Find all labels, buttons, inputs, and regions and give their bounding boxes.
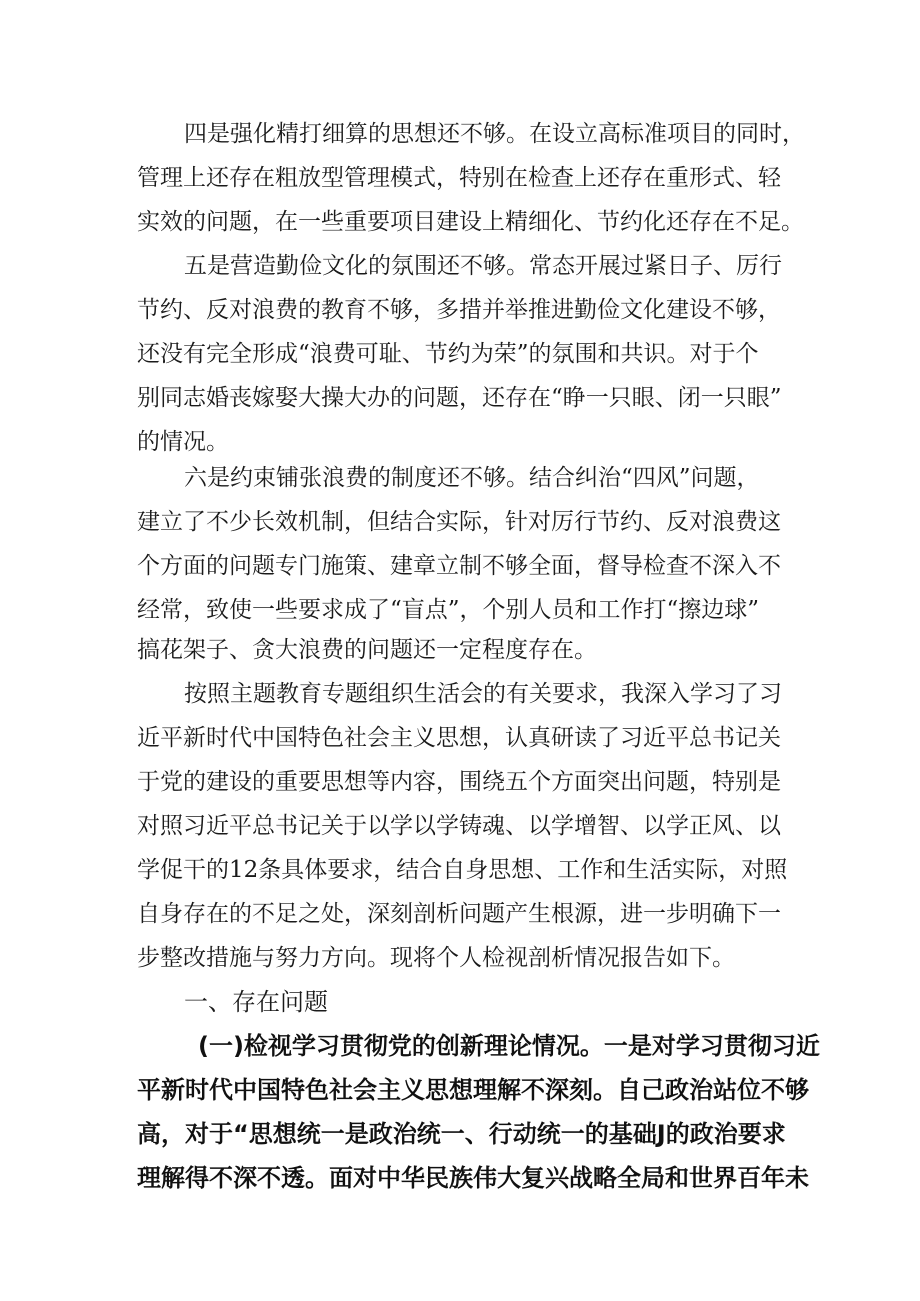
paragraph-line: 步整改措施与努力方向。现将个人检视剖析情况报告如下。 — [137, 945, 735, 971]
paragraph-line: 节约、反对浪费的教育不够，多措并举推进勤俭文化建设不够， — [137, 297, 781, 323]
paragraph-line: 于党的建设的重要思想等内容，围绕五个方面突出问题，特别是 — [137, 769, 781, 795]
section-heading: 一、存在问题 — [184, 988, 328, 1016]
subsection-line: (一)检视学习贯彻党的创新理论情况。一是对学习贯彻习近 — [198, 1032, 820, 1060]
paragraph-line: 按照主题教育专题组织生活会的有关要求，我深入学习了习 — [184, 681, 782, 707]
paragraph-line: 管理上还存在粗放型管理模式，特别在检查上还存在重形式、轻 — [137, 165, 781, 191]
paragraph-line: 六是约束铺张浪费的制度还不够。结合纠治“四风”问题， — [184, 465, 760, 491]
paragraph-line: 对照习近平总书记关于以学以学铸魂、以学增智、以学正风、以 — [137, 813, 781, 839]
paragraph-line: 还没有完全形成“浪费可耻、节约为荣”的氛围和共识。对于个 — [137, 341, 759, 367]
paragraph-line: 实效的问题，在一些重要项目建设上精细化、节约化还存在不足。 — [137, 209, 804, 235]
paragraph-line: 自身存在的不足之处，深刻剖析问题产生根源，进一步明确下一 — [137, 901, 781, 927]
paragraph-line: 建立了不少长效机制，但结合实际，针对厉行节约、反对浪费这 — [137, 509, 781, 535]
paragraph-line: 四是强化精打细算的思想还不够。在设立高标准项目的同时， — [184, 121, 805, 147]
paragraph-line: 学促干的12条具体要求，结合自身思想、工作和生活实际，对照 — [137, 857, 788, 883]
paragraph-line: 搞花架子、贪大浪费的问题还一定程度存在。 — [137, 637, 597, 663]
paragraph-line: 个方面的问题专门施策、建章立制不够全面，督导检查不深入不 — [137, 553, 781, 579]
subsection-line: 理解得不深不透。面对中华民族伟大复兴战略全局和世界百年未 — [137, 1164, 809, 1192]
paragraph-line: 近平新时代中国特色社会主义思想，认真研读了习近平总书记关 — [137, 725, 781, 751]
subsection-line: 高，对于“思想统一是政治统一、行动统一的基础J的政治要求 — [137, 1120, 786, 1148]
paragraph-line: 五是营造勤俭文化的氛围还不够。常态开展过紧日子、厉行 — [184, 253, 782, 279]
paragraph-line: 别同志婚丧嫁娶大操大办的问题，还存在“睁一只眼、闭一只眼” — [137, 385, 782, 411]
paragraph-line: 的情况。 — [137, 429, 229, 455]
paragraph-line: 经常，致使一些要求成了“盲点”，个别人员和工作打“擦边球” — [137, 597, 760, 623]
subsection-line: 平新时代中国特色社会主义思想理解不深刻。自己政治站位不够 — [137, 1076, 809, 1104]
